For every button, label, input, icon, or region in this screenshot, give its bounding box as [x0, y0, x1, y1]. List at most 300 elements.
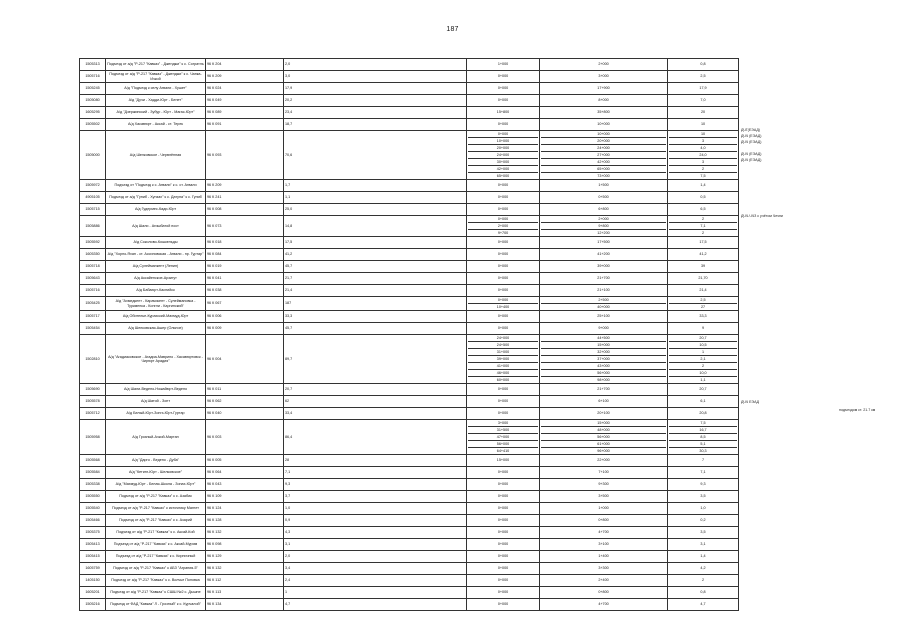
segment-to-cell	[540, 335, 668, 384]
road-length-cell: 23,4	[284, 107, 467, 119]
segment-to-cell	[540, 503, 668, 515]
segment-seg-value: 2	[669, 216, 737, 223]
segment-to-value: 10+000	[597, 122, 610, 126]
segment-seg-value: 3,5	[700, 494, 706, 498]
road-name-cell: Подъезд от а/д "Р-217 "Кавказ" к с. Азарий	[106, 515, 206, 527]
segment-from-value: 46+000	[468, 370, 538, 377]
segment-to-value: 21+700	[597, 387, 610, 391]
segment-to-cell	[540, 311, 668, 323]
segment-from-value: 0+000	[497, 276, 509, 280]
segment-seg-value: 1,1	[700, 378, 706, 382]
segment-to-cell	[540, 455, 668, 467]
segment-seg-cell	[668, 563, 739, 575]
segment-to-value: 7+100	[598, 470, 609, 474]
segment-to-cell	[540, 107, 668, 119]
table-row	[80, 249, 739, 261]
segment-seg-cell	[668, 515, 739, 527]
segment-from-cell	[467, 119, 540, 131]
road-name-cell: А/д "Дзержинский - Зубур - Юрт - Магас-Юрт"	[106, 107, 206, 119]
road-name-cell: Подъезд от ФАД "Кавказ" Л - Грозный" к с. Курчалой"	[106, 599, 206, 611]
segment-seg-cell	[668, 420, 739, 455]
segment-seg-value: 7,5	[669, 420, 737, 427]
road-id-cell: 1505972	[80, 180, 106, 192]
segment-from-value: 0+000	[497, 482, 509, 486]
segment-seg-value: 17,5	[699, 240, 707, 244]
road-name-cell: Подъезд от а/д "Р-217 "Кавказ" к АБЗ "Аграния-5"	[106, 563, 206, 575]
segment-from-value: 2+000	[468, 223, 538, 230]
segment-to-cell	[540, 515, 668, 527]
segment-seg-cell	[668, 249, 739, 261]
segment-from-value: 15+000	[496, 458, 510, 462]
segment-seg-cell	[668, 83, 739, 95]
segment-from-cell	[467, 384, 540, 396]
road-length-cell: 1,1	[284, 192, 467, 204]
road-id-cell: 1505413	[80, 539, 106, 551]
segment-from-value: 0+000	[497, 207, 509, 211]
segment-from-value: 0+000	[497, 122, 509, 126]
segment-seg-value: 6,1	[700, 399, 706, 403]
segment-seg-value: 6,5	[700, 207, 706, 211]
road-id-cell: 1505958	[80, 420, 106, 455]
segment-from-value: 0+000	[497, 506, 509, 510]
segment-from-value: 0+000	[497, 518, 509, 522]
segment-to-value: 65+000	[541, 166, 666, 173]
segment-to-value: 9+300	[598, 482, 609, 486]
segment-to-value: 61+000	[541, 441, 666, 448]
segment-seg-value: 16,7	[669, 427, 737, 434]
segment-seg-value: 2	[701, 231, 705, 235]
segment-from-cell	[467, 297, 540, 311]
segment-to-cell	[540, 204, 668, 216]
road-length-cell: 20,7	[284, 384, 467, 396]
segment-seg-cell	[668, 107, 739, 119]
segment-seg-cell	[668, 408, 739, 420]
segment-to-cell	[540, 71, 668, 83]
road-id-cell: 1505000	[80, 131, 106, 180]
segment-seg-value: 33,3	[699, 314, 707, 318]
road-name-cell: А/д "Ахмедкент - Карачикент - Сулеймановка - Туркменка - Конгли - Каргинский"	[106, 297, 206, 311]
segment-to-cell	[540, 273, 668, 285]
road-id-cell: 1505216	[80, 599, 106, 611]
table-row	[80, 71, 739, 83]
road-code-cell: 96 К 008	[206, 204, 284, 216]
table-row	[80, 467, 739, 479]
segment-seg-cell	[668, 539, 739, 551]
segment-seg-cell	[668, 479, 739, 491]
segment-from-value: 9+700	[497, 231, 509, 235]
table-row	[80, 491, 739, 503]
segment-from-value: 0+000	[497, 494, 509, 498]
road-id-cell: 1505550	[80, 491, 106, 503]
road-length-cell: 3,4	[284, 563, 467, 575]
road-length-cell: 17,5	[284, 237, 467, 249]
segment-to-value: 27+000	[541, 152, 666, 159]
segment-to-cell	[540, 83, 668, 95]
segment-seg-value: 3	[669, 159, 737, 166]
road-id-cell: 1502810	[80, 335, 106, 384]
road-code-cell: 96 К 084	[206, 249, 284, 261]
road-length-cell: 21,4	[284, 285, 467, 297]
road-code-cell: 96 К 128	[206, 515, 284, 527]
segment-to-cell	[540, 237, 668, 249]
segment-to-cell	[540, 551, 668, 563]
segment-from-value: 41+000	[468, 363, 538, 370]
table-row	[80, 204, 739, 216]
road-length-cell: 187	[284, 297, 467, 311]
segment-from-value: 0+000	[497, 264, 509, 268]
segment-to-cell	[540, 467, 668, 479]
segment-from-value: 0+000	[497, 566, 509, 570]
segment-to-value: 73+000	[597, 174, 610, 178]
road-length-cell: 62	[284, 396, 467, 408]
road-name-cell: А/д Грозный-Ачкой-Мартан	[106, 420, 206, 455]
road-name-cell: Подъезд от а/д "Р-217 "Кавказ" к с. Азабик	[106, 491, 206, 503]
segment-to-value: 0+800	[598, 518, 609, 522]
segment-to-value: 15+000	[541, 420, 666, 427]
segment-to-cell	[540, 420, 668, 455]
segment-seg-value: 3	[669, 138, 737, 145]
segment-from-value: 39+000	[468, 356, 538, 363]
road-length-cell: 1,0	[284, 503, 467, 515]
road-length-cell: 33,4	[284, 408, 467, 420]
segment-from-value: 10+000	[468, 138, 538, 145]
segment-seg-value: 41,2	[699, 252, 707, 256]
road-code-cell: 96 К 005	[206, 455, 284, 467]
segment-seg-value: 27	[700, 305, 706, 309]
segment-from-value: 0+000	[497, 252, 509, 256]
segment-seg-value: 21,4	[699, 288, 707, 292]
segment-from-value: 0+000	[497, 98, 509, 102]
segment-to-value: 15+000	[541, 342, 666, 349]
segment-from-cell	[467, 503, 540, 515]
road-length-cell: 2,4	[284, 575, 467, 587]
table-row	[80, 311, 739, 323]
road-name-cell: Подъезд от а/д "Р-217 "Кавказ" - Дженджи" к с. Согратль	[106, 59, 206, 71]
segment-from-value: 10+400	[496, 305, 510, 309]
segment-seg-value: 10,0	[669, 370, 737, 377]
table-row	[80, 335, 739, 384]
segment-from-cell	[467, 491, 540, 503]
road-code-cell: 96 К 011	[206, 384, 284, 396]
segment-from-cell	[467, 575, 540, 587]
road-id-cell: 1505338	[80, 479, 106, 491]
table-row	[80, 323, 739, 335]
segment-from-value: 31+000	[468, 349, 538, 356]
segment-seg-value: 1,0	[700, 506, 706, 510]
road-code-cell: 96 К 209	[206, 71, 284, 83]
segment-seg-value: 7,1	[669, 223, 737, 230]
segment-seg-cell	[668, 467, 739, 479]
segment-from-value: 0+000	[497, 240, 509, 244]
segment-to-cell	[540, 59, 668, 71]
road-name-cell: А/д Хасавюрт - Аксай - ст. Терек	[106, 119, 206, 131]
segment-to-value: 41+200	[597, 252, 610, 256]
road-id-cell: 1505313	[80, 59, 106, 71]
segment-seg-value: 10	[669, 131, 737, 138]
road-name-cell: Подъезд от а/д "Р-217 "Кавказ" к с. Аксай-Кой	[106, 527, 206, 539]
table-row	[80, 131, 739, 180]
segment-seg-value: 20	[700, 110, 706, 114]
table-row	[80, 479, 739, 491]
side-note: ДЧЧ (ЕЭАД)	[741, 134, 762, 138]
road-code-cell: 96 К 112	[206, 575, 284, 587]
road-id-cell: 1505415	[80, 551, 106, 563]
table-row	[80, 396, 739, 408]
side-note: подъездом ст. 21.7 км	[839, 408, 876, 412]
segment-seg-value: 10,5	[669, 342, 737, 349]
side-note: ДЧЧ (ЕЭАД)	[741, 140, 762, 144]
segment-seg-value: 0,2	[700, 518, 706, 522]
segment-to-cell	[540, 527, 668, 539]
segment-to-value: 9+000	[598, 326, 609, 330]
table-row	[80, 216, 739, 237]
segment-from-value: 0+000	[497, 530, 509, 534]
segment-seg-value: 24,0	[669, 152, 737, 159]
segment-from-value: 24+000	[468, 152, 538, 159]
segment-seg-value: 2	[669, 363, 737, 370]
segment-to-value: 42+000	[541, 159, 666, 166]
segment-from-value: 0+000	[497, 590, 509, 594]
road-length-cell: 2,0	[284, 551, 467, 563]
segment-from-value: 0+000	[497, 578, 509, 582]
road-id-cell: 1505502	[80, 119, 106, 131]
road-name-cell: А/д "Дучи - Хадди-Юрт - Бенет"	[106, 95, 206, 107]
table-row	[80, 95, 739, 107]
segment-from-value: 1+000	[497, 62, 509, 66]
segment-from-cell	[467, 311, 540, 323]
road-code-cell: 96 К 124	[206, 503, 284, 515]
segment-seg-cell	[668, 527, 739, 539]
road-code-cell: 96 К 113	[206, 587, 284, 599]
segment-to-cell	[540, 539, 668, 551]
table-row	[80, 420, 739, 455]
road-code-cell: 96 К 129	[206, 551, 284, 563]
road-id-cell: 1505578	[80, 396, 106, 408]
segment-from-cell	[467, 408, 540, 420]
segment-to-value: 21+100	[597, 288, 610, 292]
road-code-cell: 96 К 006	[206, 311, 284, 323]
road-name-cell: А/д Гудермес-Кади-Юрт	[106, 204, 206, 216]
road-code-cell: 96 К 098	[206, 539, 284, 551]
segment-to-value: 2+000	[598, 62, 609, 66]
segment-from-cell	[467, 396, 540, 408]
segment-from-value: 3+000	[468, 420, 538, 427]
segment-seg-cell	[668, 119, 739, 131]
road-length-cell: 20,2	[284, 95, 467, 107]
road-length-cell: 28	[284, 455, 467, 467]
segment-to-value: 56+000	[541, 370, 666, 377]
segment-seg-value: 1,4	[700, 183, 706, 187]
side-note: ДЧЧ (ЕЭАД)	[741, 152, 762, 156]
segment-seg-value: 4,2	[700, 566, 706, 570]
segment-seg-cell	[668, 503, 739, 515]
road-length-cell: 4,7	[284, 599, 467, 611]
segment-from-value: 0+000	[497, 399, 509, 403]
table-row	[80, 192, 739, 204]
segment-to-value: 32+000	[541, 349, 666, 356]
segment-from-cell	[467, 551, 540, 563]
segment-to-cell	[540, 285, 668, 297]
table-row	[80, 527, 739, 539]
road-code-cell: 96 К 004	[206, 335, 284, 384]
segment-to-value: 39+000	[597, 264, 610, 268]
segment-seg-cell	[668, 335, 739, 384]
segment-seg-value: 7,1	[700, 470, 706, 474]
road-length-cell: 3,1	[284, 539, 467, 551]
segment-from-value: 0+000	[497, 314, 509, 318]
road-name-cell: А/д Шали-Ведено-Ножайюрт-Ведено	[106, 384, 206, 396]
segment-seg-value: 3,1	[700, 542, 706, 546]
road-id-cell: 1505716	[80, 71, 106, 83]
segment-to-value: 1+400	[598, 554, 609, 558]
road-id-cell: 1505716	[80, 285, 106, 297]
road-name-cell: А/д Обителье-Курахский-Махмуд-Юрт	[106, 311, 206, 323]
table-row	[80, 551, 739, 563]
road-length-cell: 89,7	[284, 335, 467, 384]
segment-to-value: 4+700	[598, 530, 609, 534]
road-name-cell: А/д "Махмуд-Юрт - Белая-Школа - Зонах-Юрт"	[106, 479, 206, 491]
table-row	[80, 83, 739, 95]
segment-seg-cell	[668, 587, 739, 599]
segment-from-value: 56+000	[468, 441, 538, 448]
segment-from-value: 0+000	[497, 288, 509, 292]
road-id-cell: 1505886	[80, 216, 106, 237]
segment-to-value: 43+000	[541, 363, 666, 370]
segment-seg-value: 1,4	[700, 554, 706, 558]
segment-seg-value: 5,1	[669, 441, 737, 448]
segment-from-value: 0+000	[497, 542, 509, 546]
table-row	[80, 180, 739, 192]
road-code-cell: 96 К 049	[206, 95, 284, 107]
segment-seg-value: 2,1	[669, 356, 737, 363]
segment-to-value: 17+900	[597, 86, 610, 90]
segment-seg-cell	[668, 396, 739, 408]
segment-to-cell	[540, 587, 668, 599]
segment-seg-value: 7,0	[700, 98, 706, 102]
table-row	[80, 119, 739, 131]
segment-to-value: 3+300	[598, 566, 609, 570]
road-id-cell: 1605295	[80, 107, 106, 119]
segment-to-cell	[540, 563, 668, 575]
segment-from-value: 0+000	[497, 470, 509, 474]
segment-from-cell	[467, 71, 540, 83]
segment-to-value: 1+000	[598, 506, 609, 510]
segment-from-value: 24+500	[468, 342, 538, 349]
segment-seg-cell	[668, 575, 739, 587]
road-code-cell: 96 К 132	[206, 563, 284, 575]
segment-from-value: 20+000	[468, 145, 538, 152]
road-code-cell: 96 К 067	[206, 297, 284, 311]
road-name-cell: А/д Бабаюрт-Каспийск	[106, 285, 206, 297]
segment-from-cell	[467, 59, 540, 71]
road-length-cell: 2,0	[284, 59, 467, 71]
segment-seg-value: 0,5	[700, 195, 706, 199]
road-name-cell: Подъезд от а/д "Р-217 "Кавказ" к СШШ №2 с. Дышне	[106, 587, 206, 599]
table-row	[80, 285, 739, 297]
road-code-cell: 96 К 062	[206, 396, 284, 408]
road-id-cell: 1505718	[80, 261, 106, 273]
segment-seg-value: 39	[700, 264, 706, 268]
segment-from-cell	[467, 563, 540, 575]
segment-seg-cell	[668, 384, 739, 396]
segment-to-value: 98+000	[597, 378, 610, 382]
segment-to-value: 24+000	[541, 145, 666, 152]
segment-to-value: 48+000	[541, 427, 666, 434]
segment-to-cell	[540, 323, 668, 335]
road-length-cell: 1	[284, 587, 467, 599]
road-code-cell: 96 К 024	[206, 83, 284, 95]
segment-to-cell	[540, 408, 668, 420]
segment-from-cell	[467, 261, 540, 273]
segment-from-cell	[467, 467, 540, 479]
segment-seg-value: 8,5	[669, 434, 737, 441]
segment-seg-cell	[668, 599, 739, 611]
segment-seg-value: 9	[701, 326, 705, 330]
segment-seg-cell	[668, 455, 739, 467]
road-name-cell: А/д Шатой - Зонт	[106, 396, 206, 408]
road-name-cell: Подъезд от а/д "Р-217 "Кавказ" к с. Кирпичный	[106, 551, 206, 563]
segment-seg-value: 2	[669, 166, 737, 173]
segment-from-value: 30+000	[468, 159, 538, 166]
road-code-cell: 96 К 091	[206, 119, 284, 131]
road-length-cell: 21,7	[284, 273, 467, 285]
segment-seg-cell	[668, 285, 739, 297]
segment-seg-value: 20,7	[699, 387, 707, 391]
segment-seg-value: 20,7	[669, 335, 737, 342]
road-name-cell: А/д "Агадиаковское - Агадиа-Маврино - Хасавюртовск - Чирюрт Арадия"	[106, 335, 206, 384]
segment-to-value: 6+100	[598, 399, 609, 403]
segment-seg-value: 17,9	[699, 86, 707, 90]
segment-seg-value: 3,5	[700, 530, 706, 534]
table-row	[80, 408, 739, 420]
road-id-cell: 1505425	[80, 297, 106, 311]
segment-to-value: 4+700	[598, 602, 609, 606]
table-row	[80, 59, 739, 71]
road-name-cell: А/д Белый-Юрт-Зонгз-Юрт-Гуртар	[106, 408, 206, 420]
table-row	[80, 384, 739, 396]
road-code-cell: 96 К 043	[206, 479, 284, 491]
segment-to-cell	[540, 249, 668, 261]
segment-from-cell	[467, 479, 540, 491]
segment-to-cell	[540, 491, 668, 503]
road-id-cell: 4905105	[80, 192, 106, 204]
road-length-cell: 33,3	[284, 311, 467, 323]
segment-seg-cell	[668, 311, 739, 323]
segment-to-value: 96+000	[597, 449, 610, 453]
road-length-cell: 17,9	[284, 83, 467, 95]
segment-from-cell	[467, 599, 540, 611]
segment-to-value: 25+100	[597, 314, 610, 318]
road-name-cell: А/д Аксайенское-Арзигут	[106, 273, 206, 285]
segment-seg-value: 7	[701, 458, 705, 462]
segment-from-value: 15+800	[496, 110, 510, 114]
segment-seg-value: 2,5	[669, 297, 737, 304]
segment-from-value: 0+000	[497, 74, 509, 78]
road-code-cell: 96 К 041	[206, 273, 284, 285]
segment-seg-cell	[668, 71, 739, 83]
segment-from-value: 31+500	[468, 427, 538, 434]
segment-to-value: 3+100	[598, 542, 609, 546]
segment-to-cell	[540, 131, 668, 180]
segment-to-cell	[540, 119, 668, 131]
table-row	[80, 455, 739, 467]
road-id-cell: 1405150	[80, 575, 106, 587]
segment-from-value: 0+000	[468, 216, 538, 223]
segment-seg-value: 0,8	[700, 62, 706, 66]
table-row	[80, 575, 739, 587]
segment-to-value: 8+000	[598, 98, 609, 102]
road-length-cell: 3,0	[284, 71, 467, 83]
